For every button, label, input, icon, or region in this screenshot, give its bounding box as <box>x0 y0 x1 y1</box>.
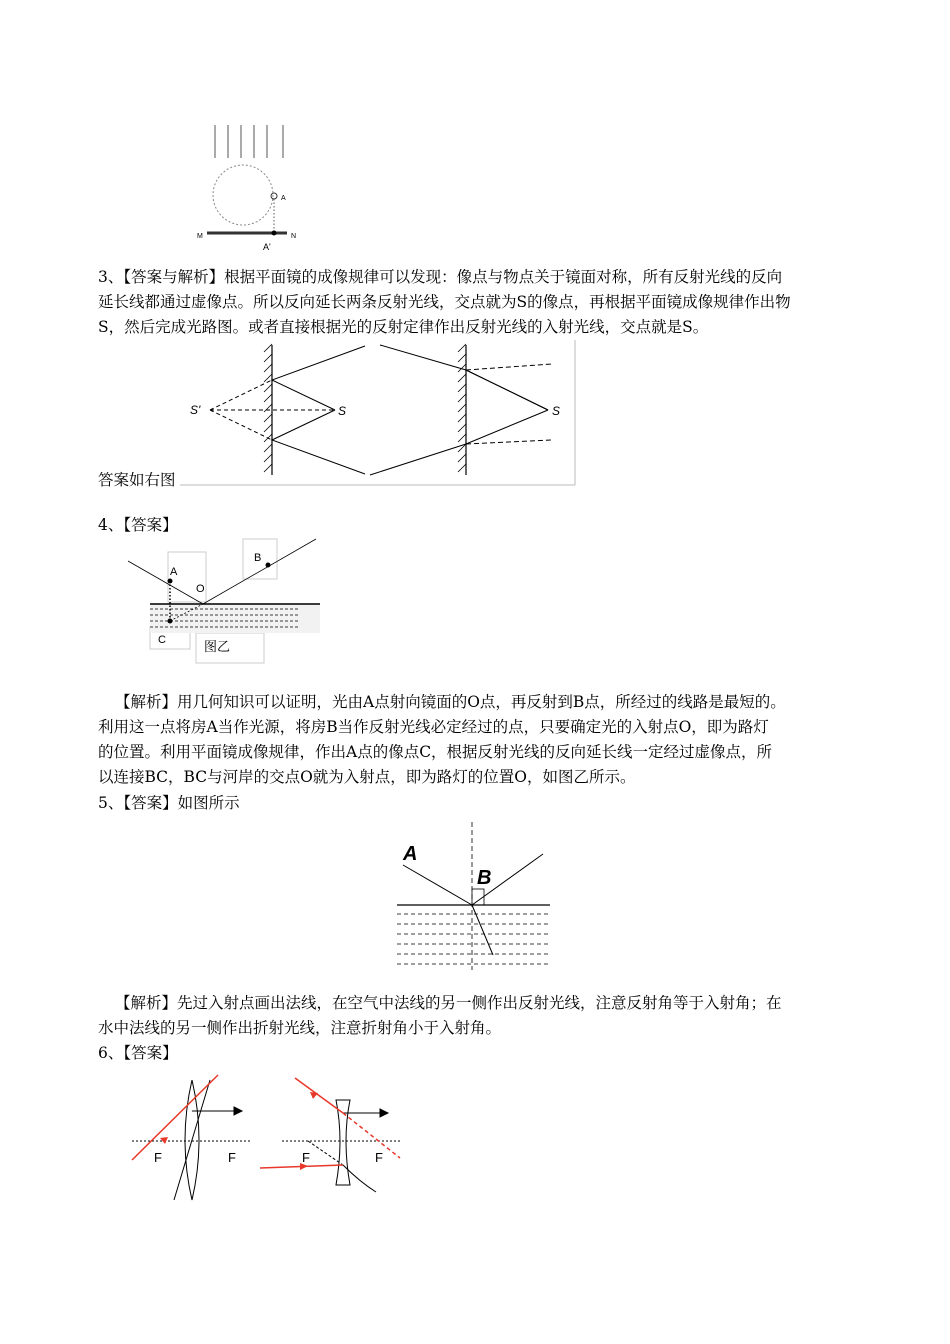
q5-analysis-line-1: 【解析】先过入射点画出法线，在空气中法线的另一侧作出反射光线，注意反射角等于入射角；在 <box>115 994 782 1012</box>
label-f-3: F <box>302 1150 310 1165</box>
figure-mirror-circle <box>195 120 305 255</box>
q3-caption: 答案如右图 <box>98 471 176 489</box>
q6-heading: 6、【答案】 <box>98 1044 178 1062</box>
label-s-prime: S' <box>190 403 201 417</box>
figure-caption: 图乙 <box>204 639 231 654</box>
label-o: O <box>196 583 205 595</box>
label-f-1: F <box>154 1150 162 1165</box>
q4-heading: 4、【答案】 <box>98 516 178 534</box>
label-f-4: F <box>375 1150 383 1165</box>
label-m: M <box>197 233 203 240</box>
label-n: N <box>291 233 297 240</box>
figure-lenses <box>130 1070 410 1205</box>
label-c: C <box>158 634 166 646</box>
label-a-prime: A' <box>263 242 271 252</box>
label-a: A <box>281 195 286 202</box>
q4-analysis-line-4: 以连接BC，BC与河岸的交点O就为入射点，即为路灯的位置O，如图乙所示。 <box>98 768 636 786</box>
figure-refraction <box>395 820 555 975</box>
label-f-2: F <box>228 1150 236 1165</box>
q5-heading: 5、【答案】如图所示 <box>98 794 240 812</box>
q3-line-3: S，然后完成光路图。或者直接根据光的反射定律作出反射光线的入射光线，交点就是S。 <box>98 318 709 336</box>
q5-analysis-line-2: 水中法线的另一侧作出折射光线，注意折射角小于入射角。 <box>98 1019 502 1037</box>
label-b: B <box>477 867 492 889</box>
q4-analysis-line-2: 利用这一点将房A当作光源，将房B当作反射光线必定经过的点，只要确定光的入射点O，即为路灯 <box>98 718 769 736</box>
q4-analysis-line-1: 【解析】用几何知识可以证明，光由A点射向镜面的O点，再反射到B点，所经过的线路是最短的。 <box>115 693 786 711</box>
figure-plane-mirror-rays <box>180 340 576 486</box>
q3-line-1: 3、【答案与解析】根据平面镜的成像规律可以发现：像点与物点关于镜面对称，所有反射光线的反向 <box>98 268 783 286</box>
label-b: B <box>254 552 262 564</box>
q4-analysis-line-3: 的位置。利用平面镜成像规律，作出A点的像点C，根据反射光线的反向延长线一定经过虚像点，所 <box>98 743 773 761</box>
label-a: A <box>403 843 418 865</box>
figure-streetlight <box>128 537 328 667</box>
q3-line-2: 延长线都通过虚像点。所以反向延长两条反射光线，交点就为S的像点，再根据平面镜成像规律作出物 <box>98 293 791 311</box>
label-s-right: S <box>552 404 561 418</box>
label-s: S <box>338 404 347 418</box>
label-a: A <box>170 566 178 578</box>
